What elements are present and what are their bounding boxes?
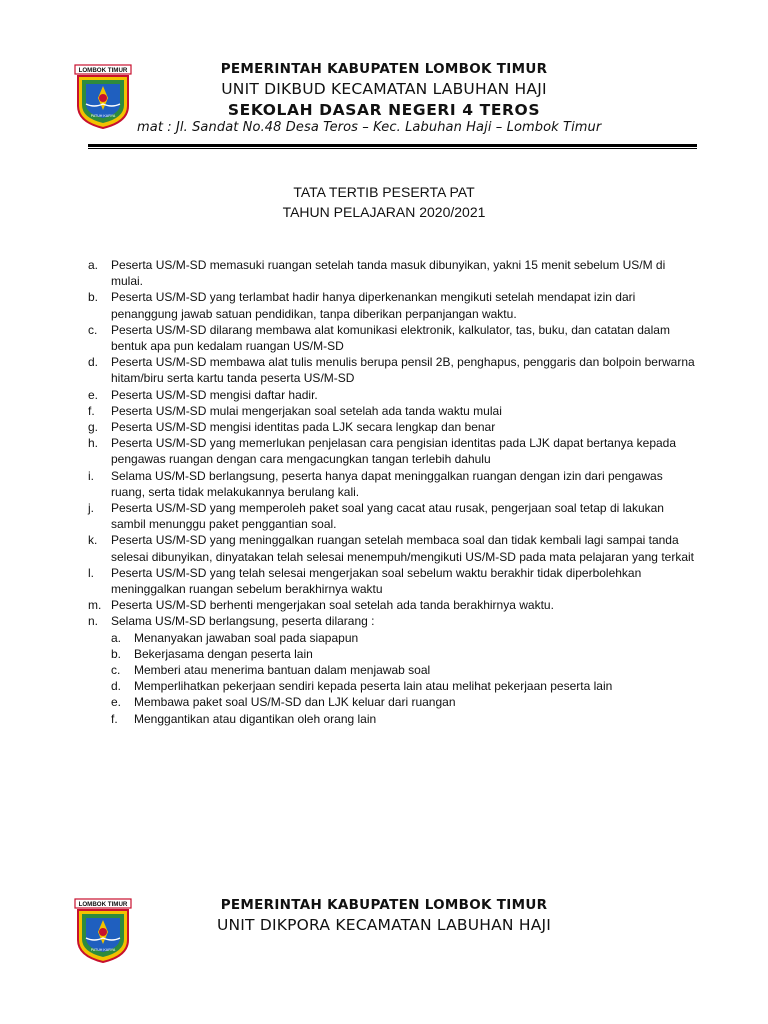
rule-item	[88, 419, 700, 435]
rule-marker: e.	[88, 387, 99, 402]
rule-marker: n.	[88, 614, 99, 629]
rule-text: Peserta US/M-SD mengisi daftar hadir.	[111, 387, 318, 402]
rule-text: Peserta US/M-SD yang memperoleh paket soal yang cacat atau rusak, pengerjaan soal tetap di lakukan sambil menunggu paket penggantian soal.	[111, 501, 664, 532]
rule-text: Selama US/M-SD berlangsung, peserta dilarang :	[111, 614, 375, 629]
prohibition-text: Memberi atau menerima bantuan dalam menjawab soal	[134, 663, 431, 678]
prohibition-text: Menanyakan jawaban soal pada siapapun	[134, 630, 359, 645]
letterhead-government: PEMERINTAH KABUPATEN LOMBOK TIMUR	[220, 61, 548, 77]
letterhead-school: SEKOLAH DASAR NEGERI 4 TEROS	[227, 101, 541, 119]
prohibition-marker: b.	[111, 646, 122, 661]
prohibition-item	[111, 711, 700, 727]
document-subtitle: TAHUN PELAJARAN 2020/2021	[282, 204, 486, 220]
rule-marker: d.	[88, 355, 99, 370]
rule-item	[88, 532, 700, 564]
prohibition-item	[111, 662, 700, 678]
rule-marker: g.	[88, 420, 99, 435]
prohibitions-list	[111, 630, 700, 727]
rule-item	[88, 322, 700, 354]
rule-text: Peserta US/M-SD mengisi identitas pada LJK secara lengkap dan benar	[111, 420, 496, 435]
prohibition-text: Memperlihatkan pekerjaan sendiri kepada peserta lain atau melihat pekerjaan peserta lain	[134, 679, 613, 694]
rules-list	[88, 257, 700, 727]
prohibition-marker: d.	[111, 679, 122, 694]
rule-item	[88, 500, 700, 532]
rule-marker: h.	[88, 436, 99, 451]
rule-text: Selama US/M-SD berlangsung, peserta hanya dapat meninggalkan ruangan dengan izin dari pengawas ruang, serta tidak melakukannya berulang kali.	[111, 468, 663, 499]
letterhead-address: mat : Jl. Sandat No.48 Desa Teros – Kec. Labuhan Haji – Lombok Timur	[137, 120, 602, 135]
prohibition-text: Bekerjasama dengan peserta lain	[134, 646, 313, 661]
rule-item	[88, 289, 700, 321]
rule-text: Peserta US/M-SD yang meninggalkan ruangan setelah membaca soal dan tidak kembali lagi sampai tanda selesai dibunyikan, dinyatakan telah selesai menempuh/mengikuti US/M-SD pada mata pelajaran yang terkait	[111, 533, 694, 564]
rule-item	[88, 387, 700, 403]
prohibition-marker: a.	[111, 630, 122, 645]
emblem-label: LOMBOK TIMUR	[78, 901, 128, 909]
rule-marker: k.	[88, 533, 98, 548]
rule-text: Peserta US/M-SD yang terlambat hadir hanya diperkenankan mengikuti setelah mendapat izin dari penanggung jawab satuan pendidikan, tanpa diberikan perpanjangan waktu.	[111, 290, 636, 321]
prohibition-item	[111, 630, 700, 646]
rule-item	[88, 597, 700, 613]
rule-text: Peserta US/M-SD yang telah selesai mengerjakan soal sebelum waktu berakhir tidak diperbolehkan meninggalkan ruangan sebelum berakhirnya waktu	[111, 565, 642, 597]
rule-marker: f.	[88, 403, 95, 418]
rule-marker: m.	[88, 598, 102, 613]
rule-item	[88, 257, 700, 289]
rule-marker: b.	[88, 290, 99, 305]
rule-item	[88, 403, 700, 419]
prohibition-marker: c.	[111, 663, 121, 678]
rule-marker: l.	[88, 565, 94, 580]
footer-letterhead-unit: UNIT DIKPORA KECAMATAN LABUHAN HAJI	[216, 916, 552, 934]
prohibition-item	[111, 694, 700, 710]
rule-text: Peserta US/M-SD memasuki ruangan setelah tanda masuk dibunyikan, yakni 15 menit sebelum US/M di mulai.	[111, 258, 666, 289]
prohibition-item	[111, 646, 700, 662]
rule-marker: j.	[88, 501, 94, 516]
rule-text: Peserta US/M-SD mulai mengerjakan soal setelah ada tanda waktu mulai	[111, 403, 502, 418]
letterhead-unit: UNIT DIKBUD KECAMATAN LABUHAN HAJI	[221, 80, 547, 98]
emblem-motto: PATUH KARYA	[90, 948, 116, 952]
letterhead-rule-thin	[88, 148, 697, 149]
prohibition-marker: f.	[111, 711, 118, 726]
rule-marker: a.	[88, 258, 99, 272]
rule-text: Peserta US/M-SD berhenti mengerjakan soal setelah ada tanda berakhirnya waktu.	[111, 598, 554, 613]
rule-item	[88, 613, 700, 726]
rule-text: Peserta US/M-SD membawa alat tulis menulis berupa pensil 2B, penghapus, penggaris dan bolpoin berwarna hitam/biru serta kartu tanda peserta US/M-SD	[111, 355, 695, 386]
prohibition-text: Menggantikan atau digantikan oleh orang lain	[134, 711, 377, 726]
rule-marker: i.	[88, 468, 94, 483]
rule-item	[88, 565, 700, 597]
prohibition-text: Membawa paket soal US/M-SD dan LJK keluar dari ruangan	[134, 695, 456, 710]
emblem-label: LOMBOK TIMUR	[78, 67, 128, 75]
footer-letterhead-government: PEMERINTAH KABUPATEN LOMBOK TIMUR	[220, 897, 548, 913]
prohibition-item	[111, 678, 700, 694]
document-title: TATA TERTIB PESERTA PAT	[293, 184, 475, 200]
emblem-motto: PATUH KARYA	[90, 114, 116, 118]
rule-item	[88, 468, 700, 500]
rule-marker: c.	[88, 322, 98, 337]
prohibition-marker: e.	[111, 695, 122, 710]
rule-text: Peserta US/M-SD yang memerlukan penjelasan cara pengisian identitas pada LJK dapat bertanya kepada pengawas ruangan dengan cara mengacungkan tangan terlebih dahulu	[111, 436, 677, 467]
letterhead-rule-thick	[88, 144, 697, 147]
rule-item	[88, 435, 700, 467]
rule-text: Peserta US/M-SD dilarang membawa alat komunikasi elektronik, kalkulator, tas, buku, dan catatan dalam bentuk apa pun kedalam ruangan US/M-SD	[111, 322, 670, 354]
rule-item	[88, 354, 700, 386]
